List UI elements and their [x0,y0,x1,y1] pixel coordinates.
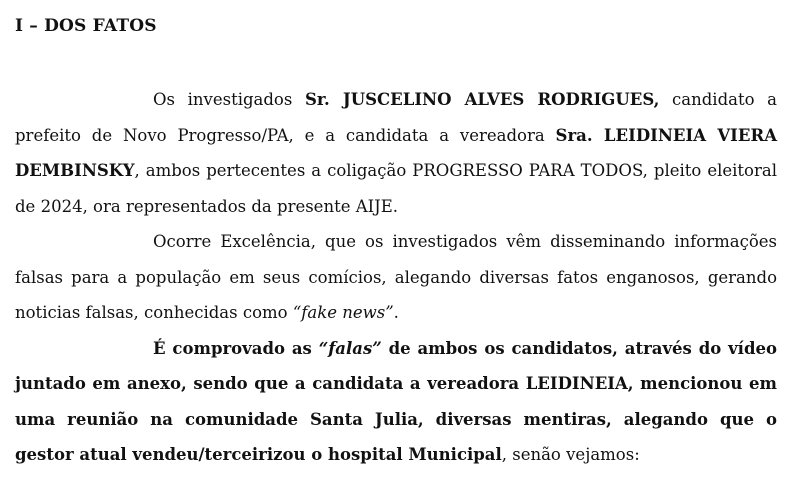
investigado-name-1: Sr. JUSCELINO ALVES RODRIGUES, [304,90,660,109]
falas-quote: “falas” [318,338,382,358]
paragraph-comprovado [15,331,777,473]
paragraph-2-text-b: . [393,303,399,322]
paragraph-2-text-a: Ocorre Excelência, que os investigados vêm disseminando informações falsas para a população em seus comícios, alegando diversas fatos enganosos, gerando noticias falsas, conhecidas como [15,232,777,322]
fake-news-term: “fake news” [292,303,394,322]
paragraph-1-text-c: , ambos pertecentes a coligação PROGRESSO PARA TODOS, pleito eleitoral de 2024, ora representados da presente AIJE. [15,161,777,216]
paragraph-ocorre [15,224,777,331]
paragraph-1-text-a: Os investigados [153,90,305,109]
paragraph-1-text-b: candidato a prefeito de Novo Progresso/PA, e a candidata a vereadora [15,90,777,145]
document-body [15,82,777,473]
paragraph-3-text-c: , senão vejamos: [501,445,640,464]
paragraph-3-text-a: É comprovado as [153,338,319,358]
paragraph-investigados [15,82,777,224]
investigado-name-2: Sra. LEIDINEIA VIERA DEMBINSKY [15,125,777,180]
section-title: I – DOS FATOS [15,16,157,36]
paragraph-3-text-b: de ambos os candidatos, através do vídeo juntado em anexo, sendo que a candidata a vereadora LEIDINEIA, mencionou em uma reunião na comunidade Santa Julia, diversas mentiras, alegando que o gestor atual vendeu/terceirizou o hospital Municipal [15,338,777,464]
